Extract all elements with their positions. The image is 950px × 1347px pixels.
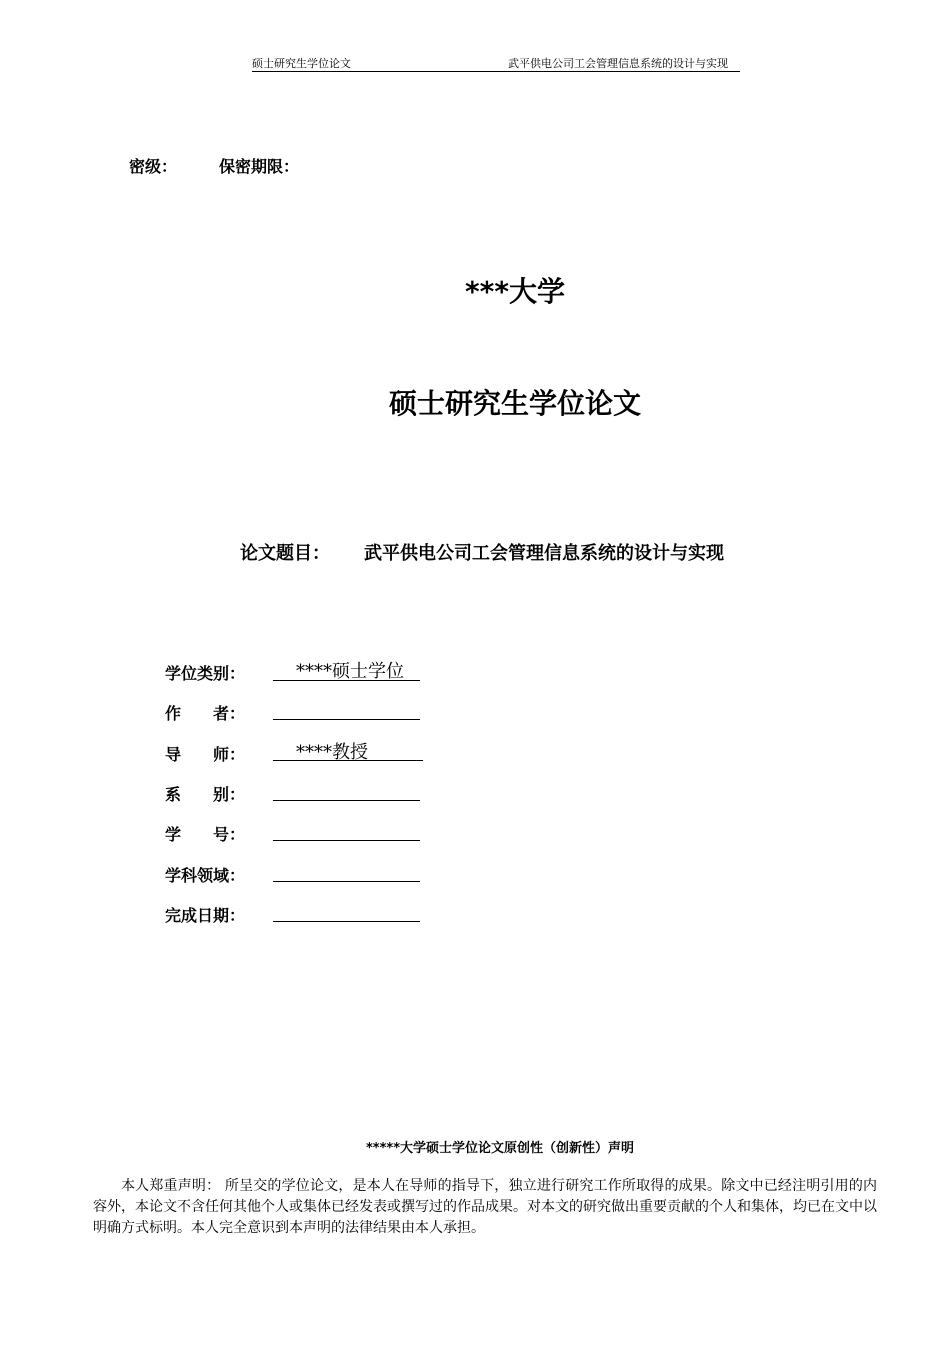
info-underline-department bbox=[273, 800, 420, 801]
declaration-title: *****大学硕士学位论文原创性（创新性）声明 bbox=[366, 1141, 634, 1156]
info-underline-completion-date bbox=[273, 921, 420, 922]
thesis-title-row bbox=[240, 539, 724, 565]
declaration-body: 本人郑重声明： 所呈交的学位论文，是本人在导师的指导下，独立进行研究工作所取得的成果。除文中已经注明引用的内容外，本论文不含任何其他个人或集体已经发表或撰写过的作品成果。对本文的研究做出重要贡献的个人和集体，均已在文中以明确方式标明。本人完全意识到本声明的法律结果由本人承担。 bbox=[93, 1178, 877, 1236]
university-name: ***大学 bbox=[465, 275, 565, 308]
info-label-supervisor: 导 师： bbox=[165, 745, 246, 764]
info-label-degree-type: 学位类别： bbox=[165, 664, 246, 683]
info-label-completion-date: 完成日期： bbox=[165, 906, 246, 925]
security-period-label: 保密期限： bbox=[219, 157, 300, 176]
info-label-student-id: 学 号： bbox=[165, 825, 246, 844]
info-underline-degree-type bbox=[273, 680, 420, 681]
info-label-discipline: 学科领域： bbox=[165, 866, 246, 885]
degree-title: 硕士研究生学位论文 bbox=[388, 387, 641, 420]
info-underline-discipline bbox=[273, 881, 420, 882]
running-header-right: 武平供电公司工会管理信息系统的设计与实现 bbox=[508, 57, 728, 70]
info-label-author: 作 者： bbox=[165, 704, 246, 723]
security-level-label: 密级： bbox=[129, 157, 178, 176]
info-value-degree-type: ****硕士学位 bbox=[296, 661, 404, 682]
thesis-title-label: 论文题目： bbox=[240, 543, 330, 564]
security-row bbox=[129, 154, 299, 177]
thesis-title: 武平供电公司工会管理信息系统的设计与实现 bbox=[364, 543, 724, 564]
info-underline-student-id bbox=[273, 840, 420, 841]
info-underline-supervisor bbox=[273, 760, 423, 761]
info-value-supervisor: ****教授 bbox=[296, 742, 368, 763]
info-label-department: 系 别： bbox=[165, 785, 246, 804]
header-rule bbox=[252, 71, 740, 72]
info-underline-author bbox=[273, 719, 420, 720]
running-header-left: 硕士研究生学位论文 bbox=[252, 57, 351, 70]
